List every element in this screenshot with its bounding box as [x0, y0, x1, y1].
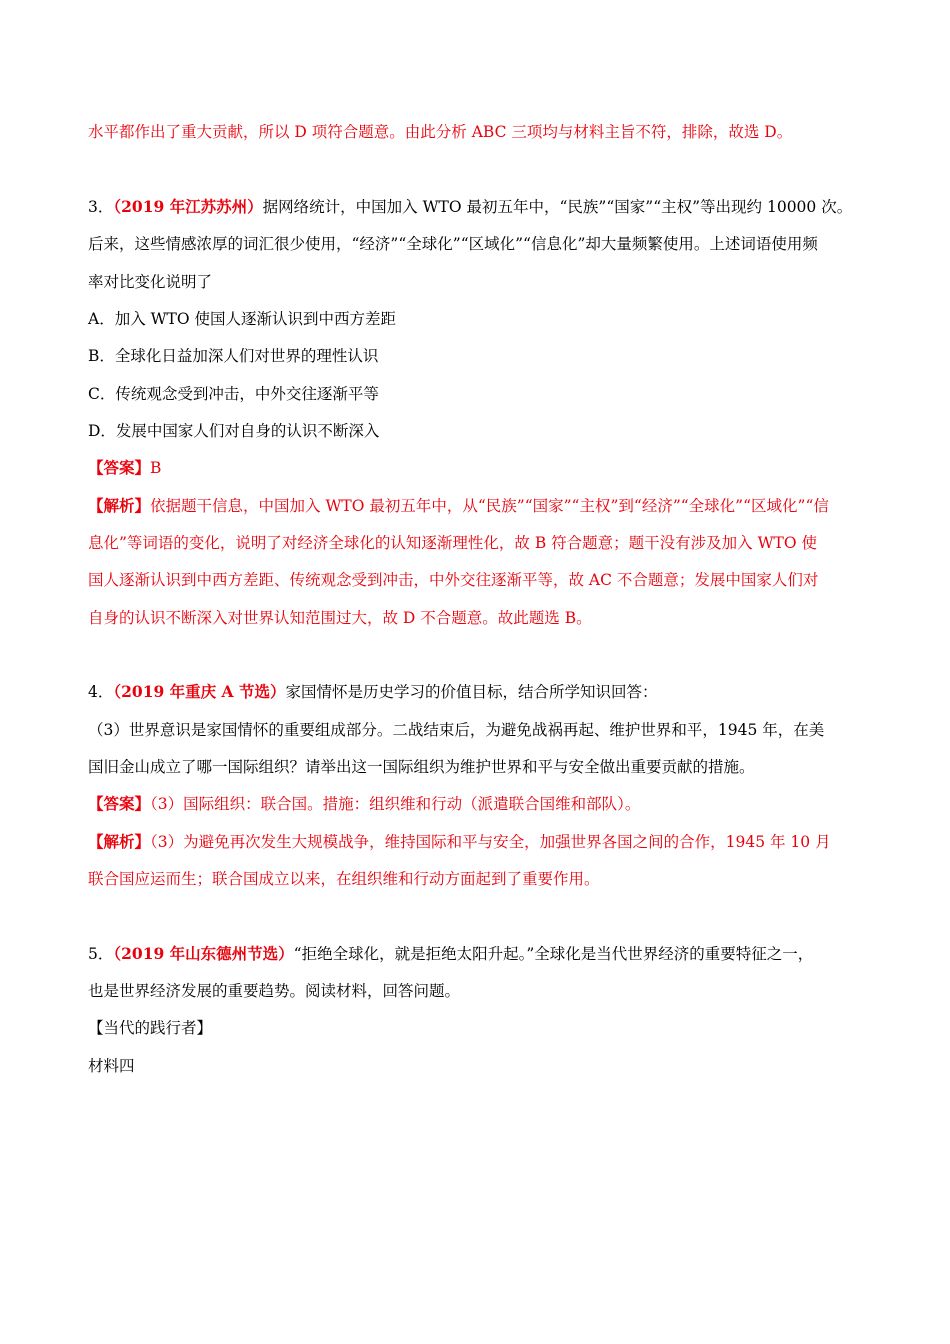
question-5-stem-line-1	[88, 943, 868, 965]
question-3-analysis-line-4: 自身的认识不断深入对世界认知范围过大，故 D 不合题意。故此题选 B。	[88, 609, 592, 627]
question-3-option-a: A．加入 WTO 使国人逐渐认识到中西方差距	[88, 310, 397, 328]
previous-analysis-continuation: 水平都作出了重大贡献，所以 D 项符合题意。由此分析 ABC 三项均与材料主旨不符，排除，故选 D。	[88, 123, 793, 141]
question-5-stem-text: “拒绝全球化，就是拒绝太阳升起。”全球化是当代世界经济的重要特征之一，	[293, 945, 814, 963]
question-3-option-d: D．发展中国家人们对自身的认识不断深入	[88, 422, 380, 440]
question-3-analysis-line-3: 国人逐渐认识到中西方差距、传统观念受到冲击，中外交往逐渐平等，故 AC 不合题意；发展中国家人们对	[88, 571, 819, 589]
question-3-answer	[88, 457, 868, 479]
question-3-option-b: B．全球化日益加深人们对世界的理性认识	[88, 347, 379, 365]
question-4-answer-text: （3）国际组织：联合国。措施：组织维和行动（派遣联合国维和部队）。	[150, 795, 641, 813]
question-4-analysis-text: （3）为避免再次发生大规模战争，维持国际和平与安全，加强世界各国之间的合作，1945 年 10 月	[150, 833, 831, 851]
question-5-stem-line-2: 也是世界经济发展的重要趋势。阅读材料，回答问题。	[88, 982, 461, 1000]
question-4-analysis-label: 【解析】	[88, 832, 151, 851]
question-5-material-label: 材料四	[88, 1057, 135, 1075]
question-3-answer-label: 【答案】	[88, 458, 151, 477]
question-5-number: 5．	[88, 945, 114, 963]
question-4-number: 4．	[88, 683, 114, 701]
question-3-number: 3．	[88, 198, 114, 216]
question-4-sub-line-1: （3）世界意识是家国情怀的重要组成部分。二战结束后，为避免战祸再起、维护世界和平，1945 年，在美	[88, 721, 825, 739]
question-3-option-c: C．传统观念受到冲击，中外交往逐渐平等	[88, 385, 379, 403]
question-3-stem-line-1	[88, 196, 868, 218]
question-4-source: （2019 年重庆 A 节选）	[113, 682, 286, 701]
question-3-stem-line-2: 后来，这些情感浓厚的词汇很少使用，“经济”“全球化”“区域化”“信息化”却大量频繁使用。上述词语使用频	[88, 235, 818, 253]
question-3-analysis-line-1	[88, 495, 868, 517]
question-4-answer-label: 【答案】	[88, 794, 151, 813]
question-3-analysis-label: 【解析】	[88, 496, 151, 515]
question-5-section-heading: 【当代的践行者】	[88, 1019, 213, 1037]
question-4-sub-line-2: 国旧金山成立了哪一国际组织？请举出这一国际组织为维护世界和平与安全做出重要贡献的措施。	[88, 758, 755, 776]
question-3-stem-line-3: 率对比变化说明了	[88, 273, 213, 291]
question-3-source: （2019 年江苏苏州）	[113, 197, 263, 216]
question-3-answer-value: B	[150, 459, 162, 477]
question-3-analysis-text: 依据题干信息，中国加入 WTO 最初五年中，从“民族”“国家”“主权”到“经济”“全球化”“区域化”“信	[150, 497, 829, 515]
question-5-source: （2019 年山东德州节选）	[113, 944, 294, 963]
question-3-analysis-line-2: 息化”等词语的变化，说明了对经济全球化的认知逐渐理性化，故 B 符合题意；题干没有涉及加入 WTO 使	[88, 534, 818, 552]
question-4-answer	[88, 793, 868, 815]
question-4-analysis-line-2: 联合国应运而生；联合国成立以来，在组织维和行动方面起到了重要作用。	[88, 870, 600, 888]
question-4-analysis-line-1	[88, 831, 868, 853]
question-4-stem-text: 家国情怀是历史学习的价值目标，结合所学知识回答：	[285, 683, 658, 701]
question-4-stem-line-1	[88, 681, 868, 703]
question-3-stem-text: 据网络统计，中国加入 WTO 最初五年中，“民族”“国家”“主权”等出现约 10000 次。	[262, 198, 853, 216]
